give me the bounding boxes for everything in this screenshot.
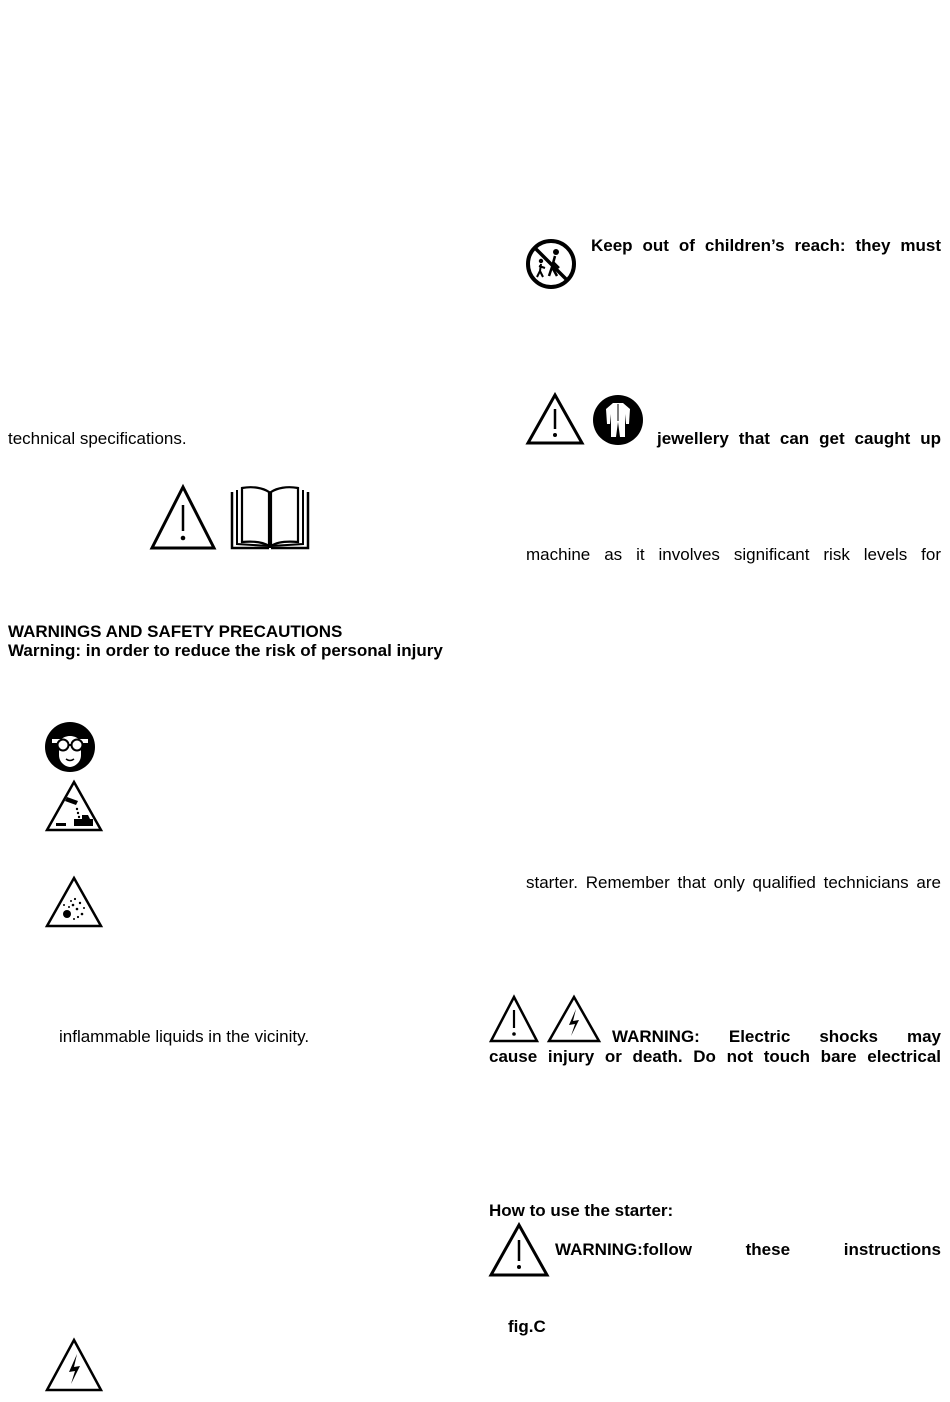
electric-hazard-icon (546, 994, 602, 1044)
starter-technicians-text: starter. Remember that only qualified technicians are (526, 873, 941, 892)
explosive-hazard-icon (44, 875, 104, 929)
safety-goggles-icon (44, 721, 96, 773)
electric-warning-line1: WARNING: Electric shocks may (612, 1027, 941, 1046)
warning-triangle-icon (488, 994, 540, 1044)
electric-warning-line2: cause injury or death. Do not touch bare electrical (489, 1047, 941, 1066)
machine-risk-text: machine as it involves significant risk levels for (526, 545, 941, 564)
warning-triangle-icon (149, 483, 217, 551)
jewellery-warning: jewellery that can get caught up (657, 429, 941, 448)
figure-label: fig.C (508, 1317, 546, 1336)
how-to-use-heading: How to use the starter: (489, 1201, 674, 1220)
section-heading: WARNINGS AND SAFETY PRECAUTIONS (8, 622, 343, 641)
technical-specifications-text: technical specifications. (8, 429, 187, 448)
warning-triangle-icon (525, 392, 585, 446)
manual-book-icon (229, 484, 311, 552)
electric-hazard-icon (44, 1337, 104, 1393)
protective-clothing-icon (592, 394, 644, 446)
children-warning: Keep out of children’s reach: they must (591, 236, 941, 255)
personal-injury-warning: Warning: in order to reduce the risk of personal injury (8, 641, 443, 660)
inflammable-liquids-text: inflammable liquids in the vicinity. (59, 1027, 310, 1046)
no-children-icon (525, 238, 577, 290)
follow-instructions-warning: WARNING:follow these instructions (555, 1240, 941, 1259)
warning-triangle-icon (488, 1222, 550, 1278)
corrosive-hazard-icon (44, 779, 104, 833)
